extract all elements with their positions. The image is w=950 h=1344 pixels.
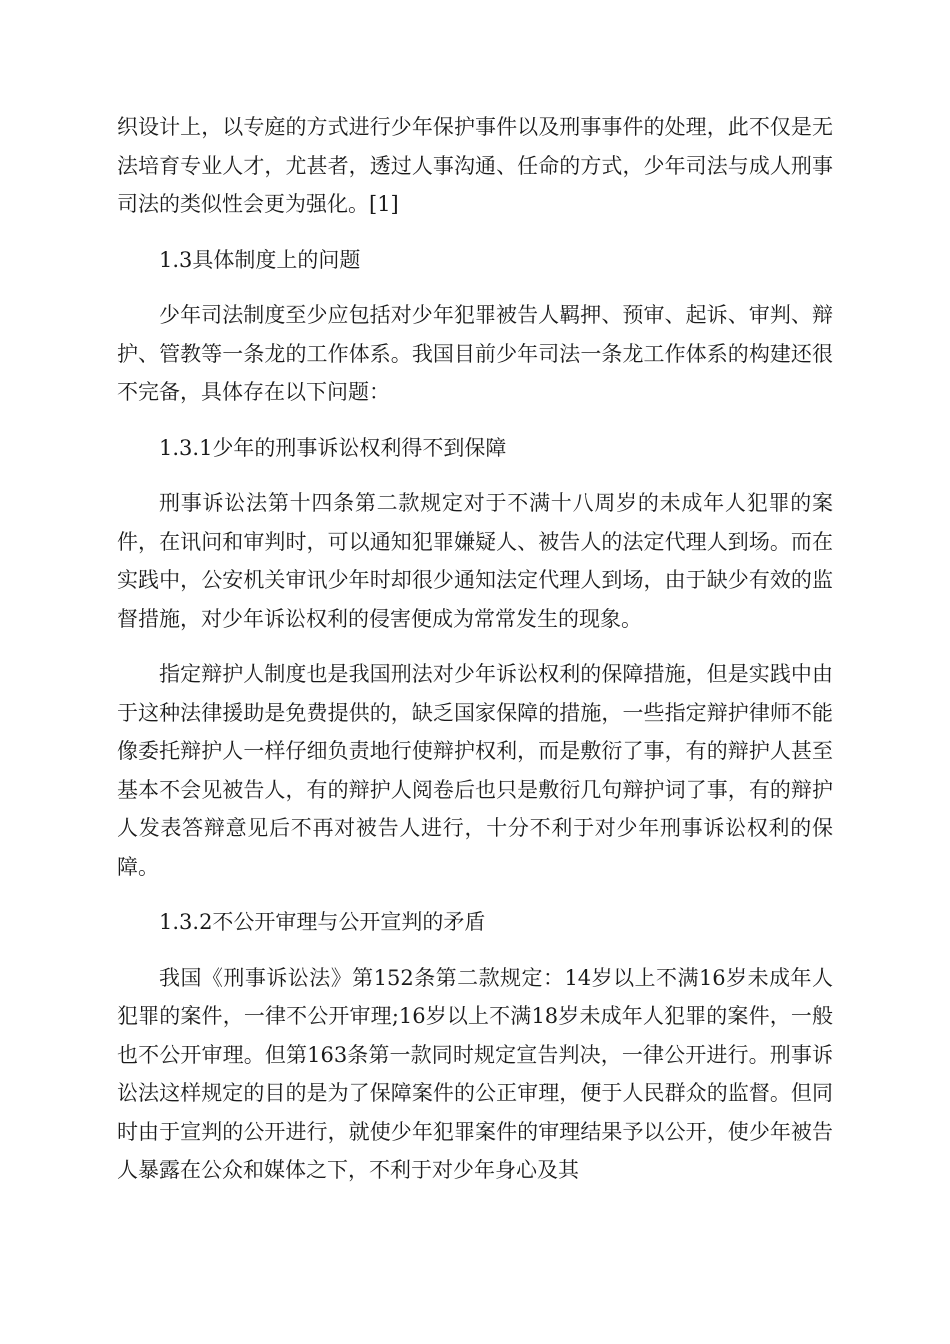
paragraph-1-3-1-a: 刑事诉讼法第十四条第二款规定对于不满十八周岁的未成年人犯罪的案件，在讯问和审判时，可以通知犯罪嫌疑人、被告人的法定代理人到场。而在实践中，公安机关审讯少年时却很少通知法定代理人到场，由于缺少有效的监督措施，对少年诉讼权利的侵害便成为常常发生的现象。 (117, 491, 833, 631)
document-body (117, 108, 833, 1207)
paragraph-intro: 织设计上，以专庭的方式进行少年保护事件以及刑事事件的处理，此不仅是无法培育专业人才，尤甚者，透过人事沟通、任命的方式，少年司法与成人刑事司法的类似性会更为强化。[1] (117, 115, 833, 216)
section-heading-1-3: 1.3具体制度上的问题 (159, 247, 361, 272)
section-heading-1-3-2: 1.3.2不公开审理与公开宣判的矛盾 (159, 910, 486, 934)
paragraph-1-3: 少年司法制度至少应包括对少年犯罪被告人羁押、预审、起诉、审判、辩护、管教等一条龙的工作体系。我国目前少年司法一条龙工作体系的构建还很不完备，具体存在以下问题： (117, 303, 833, 404)
paragraph-1-3-2: 我国《刑事诉讼法》第152条第二款规定：14岁以上不满16岁未成年人犯罪的案件，一律不公开审理;16岁以上不满18岁未成年人犯罪的案件，一般也不公开审理。但第163条第一款同时规定宣告判决，一律公开进行。刑事诉讼法这样规定的目的是为了保障案件的公正审理，便于人民群众的监督。但同时由于宣判的公开进行，就使少年犯罪案件的审理结果予以公开，使少年被告人暴露在公众和媒体之下，不利于对少年身心及其 (117, 965, 833, 1182)
paragraph-1-3-1-b: 指定辩护人制度也是我国刑法对少年诉讼权利的保障措施，但是实践中由于这种法律援助是免费提供的，缺乏国家保障的措施，一些指定辩护律师不能像委托辩护人一样仔细负责地行使辩护权利，而是敷衍了事，有的辩护人甚至基本不会见被告人，有的辩护人阅卷后也只是敷衍几句辩护词了事，有的辩护人发表答辩意见后不再对被告人进行，十分不利于对少年刑事诉讼权利的保障。 (117, 662, 833, 879)
section-heading-1-3-1: 1.3.1少年的刑事诉讼权利得不到保障 (159, 435, 507, 460)
